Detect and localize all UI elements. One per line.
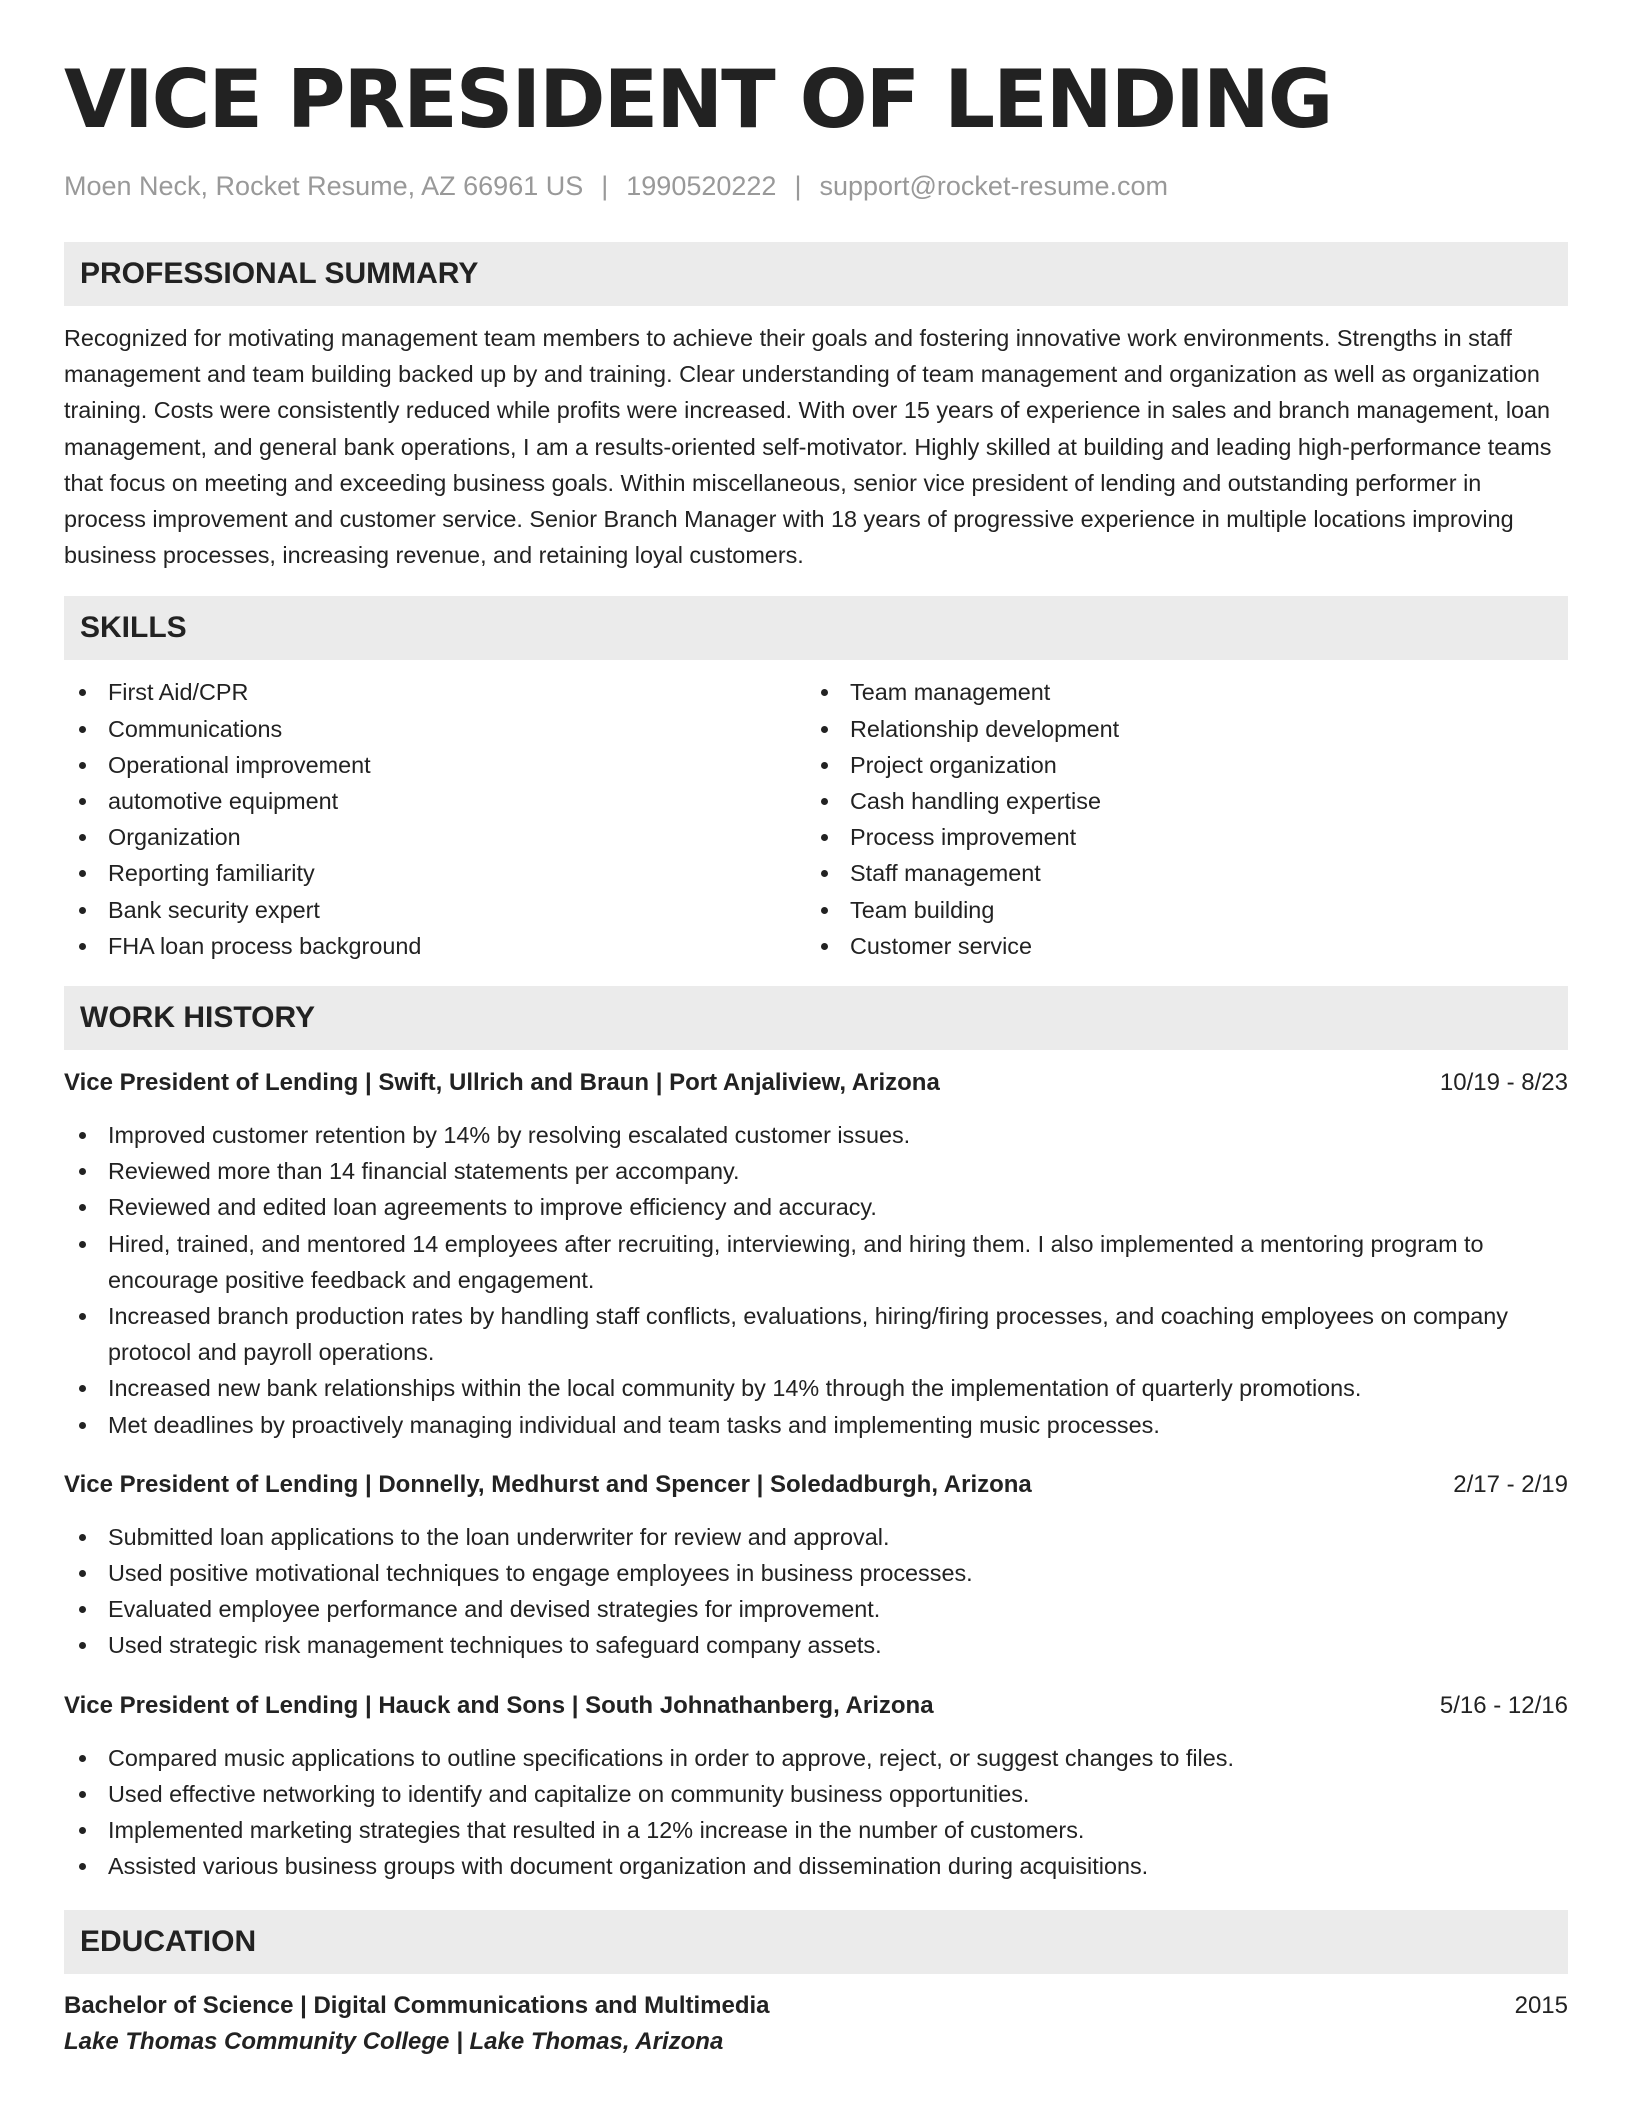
skills-right-list: [806, 674, 1548, 964]
job-bullet: Reviewed and edited loan agreements to improve efficiency and accuracy.: [64, 1189, 1568, 1225]
job-bullets: [64, 1740, 1568, 1885]
skill-item: First Aid/CPR: [64, 674, 806, 710]
skill-item: Organization: [64, 819, 806, 855]
job-bullet: Submitted loan applications to the loan underwriter for review and approval.: [64, 1519, 1568, 1555]
skill-item: Staff management: [806, 855, 1548, 891]
job-title: Vice President of Lending | Swift, Ullrich and Braun | Port Anjaliview, Arizona: [64, 1069, 940, 1097]
job-bullet: Improved customer retention by 14% by resolving escalated customer issues.: [64, 1117, 1568, 1153]
contact-address: Moen Neck, Rocket Resume, AZ 66961 US: [64, 171, 584, 201]
job-bullet: Used strategic risk management techniques to safeguard company assets.: [64, 1627, 1568, 1663]
education-entry: [64, 1988, 1568, 2060]
skill-item: Relationship development: [806, 711, 1548, 747]
skills-left-list: [64, 674, 806, 964]
skill-item: Project organization: [806, 747, 1548, 783]
skill-item: Process improvement: [806, 819, 1548, 855]
job-bullet: Reviewed more than 14 financial statements per accompany.: [64, 1153, 1568, 1189]
skills-heading: SKILLS: [64, 596, 1568, 660]
job-title: Vice President of Lending | Hauck and Sons | South Johnathanberg, Arizona: [64, 1691, 934, 1719]
skill-item: Reporting familiarity: [64, 855, 806, 891]
job-header: [64, 1065, 1568, 1101]
job-dates: 5/16 - 12/16: [1439, 1691, 1568, 1719]
job-dates: 2/17 - 2/19: [1453, 1470, 1568, 1498]
skill-item: Team management: [806, 674, 1548, 710]
job-bullet: Evaluated employee performance and devised strategies for improvement.: [64, 1591, 1568, 1627]
education-degree: Bachelor of Science | Digital Communications and Multimedia: [64, 1991, 770, 2019]
job-bullets: [64, 1117, 1568, 1443]
education-header: [64, 1988, 1568, 2024]
job-bullet: Compared music applications to outline specifications in order to approve, reject, or suggest changes to files.: [64, 1740, 1568, 1776]
job-dates: 10/19 - 8/23: [1439, 1069, 1568, 1097]
skill-item: automotive equipment: [64, 783, 806, 819]
work-history-heading: WORK HISTORY: [64, 986, 1568, 1050]
skill-item: Team building: [806, 892, 1548, 928]
job-bullet: Assisted various business groups with document organization and dissemination during acquisitions.: [64, 1848, 1568, 1884]
skill-item: Cash handling expertise: [806, 783, 1548, 819]
contact-phone: 1990520222: [626, 171, 777, 201]
skills-columns: [64, 674, 1568, 964]
contact-line: [64, 168, 1568, 204]
skill-item: FHA loan process background: [64, 928, 806, 964]
job-bullet: Used effective networking to identify and capitalize on community business opportunities.: [64, 1776, 1568, 1812]
job-title: Vice President of Lending | Donnelly, Medhurst and Spencer | Soledadburgh, Arizona: [64, 1470, 1032, 1498]
job-bullet: Met deadlines by proactively managing individual and team tasks and implementing music processes.: [64, 1407, 1568, 1443]
contact-separator: |: [794, 171, 802, 201]
skill-item: Bank security expert: [64, 892, 806, 928]
education-heading: EDUCATION: [64, 1910, 1568, 1974]
job-header: [64, 1467, 1568, 1503]
job-bullet: Hired, trained, and mentored 14 employees after recruiting, interviewing, and hiring them. I also implemented a mentoring program to encourage positive feedback and engagement.: [64, 1226, 1568, 1298]
resume-page: [64, 0, 1568, 2060]
job-entry: [64, 1467, 1568, 1664]
summary-heading: PROFESSIONAL SUMMARY: [64, 242, 1568, 306]
education-year: 2015: [1514, 1991, 1568, 2019]
job-bullets: [64, 1519, 1568, 1664]
job-bullet: Implemented marketing strategies that resulted in a 12% increase in the number of customers.: [64, 1812, 1568, 1848]
skill-item: Operational improvement: [64, 747, 806, 783]
job-entry: [64, 1065, 1568, 1443]
education-school: Lake Thomas Community College | Lake Thomas, Arizona: [64, 2027, 724, 2055]
job-bullet: Used positive motivational techniques to engage employees in business processes.: [64, 1555, 1568, 1591]
skill-item: Customer service: [806, 928, 1548, 964]
job-bullet: Increased new bank relationships within the local community by 14% through the implementation of quarterly promotions.: [64, 1370, 1568, 1406]
resume-title: VICE PRESIDENT OF LENDING: [64, 53, 1332, 146]
job-header: [64, 1688, 1568, 1724]
contact-email: support@rocket-resume.com: [819, 171, 1168, 201]
contact-separator: |: [601, 171, 609, 201]
skill-item: Communications: [64, 711, 806, 747]
job-entry: [64, 1688, 1568, 1885]
summary-text: Recognized for motivating management team members to achieve their goals and fostering innovative work environments. Strengths in staff management and team building backed up by and training. Clear understanding of team management and organization as well as organization training. Costs were consistently reduced while profits were increased. With over 15 years of experience in sales and branch management, loan management, and general bank operations, I am a results-oriented self-motivator. Highly skilled at building and leading high-performance teams that focus on meeting and exceeding business goals. Within miscellaneous, senior vice president of lending and outstanding performer in process improvement and customer service. Senior Branch Manager with 18 years of progressive experience in multiple locations improving business processes, increasing revenue, and retaining loyal customers.: [64, 325, 1552, 569]
job-bullet: Increased branch production rates by handling staff conflicts, evaluations, hiring/firing processes, and coaching employees on company protocol and payroll operations.: [64, 1298, 1568, 1370]
